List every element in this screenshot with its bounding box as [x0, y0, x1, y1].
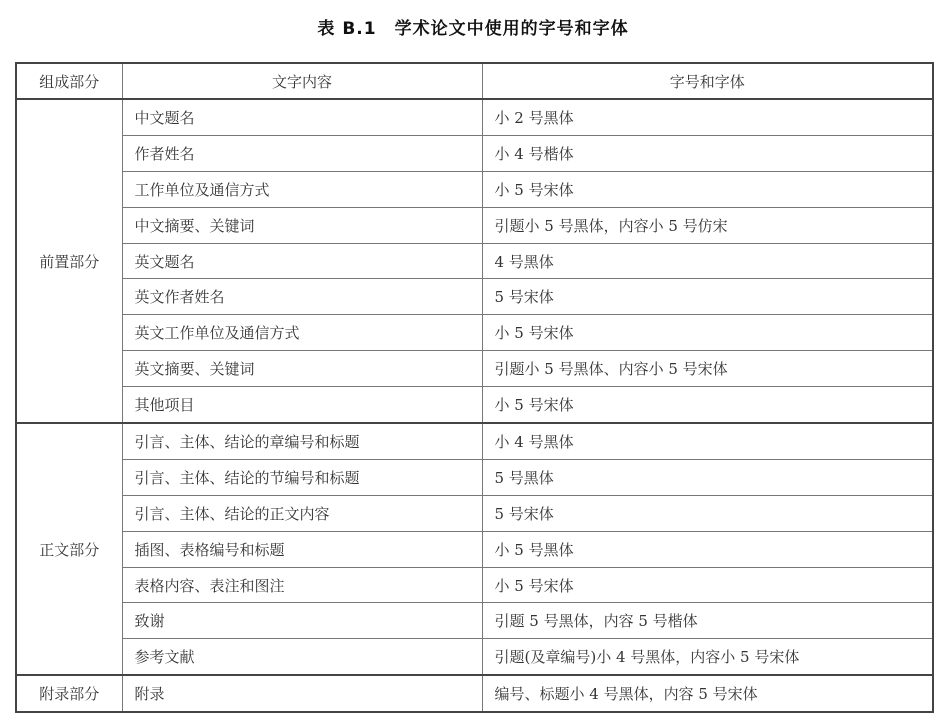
font-cell: 4 号黑体	[482, 243, 933, 279]
font-cell: 小 4 号楷体	[482, 135, 933, 171]
header-section: 组成部分	[16, 63, 122, 99]
font-cell: 编号、标题小 4 号黑体，内容 5 号宋体	[482, 675, 933, 712]
content-cell: 英文工作单位及通信方式	[122, 315, 482, 351]
font-cell: 5 号宋体	[482, 279, 933, 315]
table-caption: 表 B.1 学术论文中使用的字号和字体	[317, 19, 629, 39]
font-cell: 小 5 号黑体	[482, 531, 933, 567]
content-cell: 英文题名	[122, 243, 482, 279]
content-cell: 引言、主体、结论的节编号和标题	[122, 459, 482, 495]
group-cell: 正文部分	[16, 423, 122, 675]
content-cell: 插图、表格编号和标题	[122, 531, 482, 567]
content-cell: 英文摘要、关键词	[122, 351, 482, 387]
header-font: 字号和字体	[482, 63, 933, 99]
content-cell: 表格内容、表注和图注	[122, 567, 482, 603]
content-cell: 作者姓名	[122, 135, 482, 171]
group-cell: 前置部分	[16, 99, 122, 423]
content-cell: 英文作者姓名	[122, 279, 482, 315]
table-row	[16, 171, 933, 207]
content-cell: 致谢	[122, 603, 482, 639]
content-cell: 其他项目	[122, 387, 482, 423]
table-row	[16, 459, 933, 495]
content-cell: 引言、主体、结论的正文内容	[122, 495, 482, 531]
font-cell: 小 5 号宋体	[482, 171, 933, 207]
font-cell: 5 号宋体	[482, 495, 933, 531]
table-row	[16, 567, 933, 603]
font-cell: 小 5 号宋体	[482, 315, 933, 351]
table-row	[16, 351, 933, 387]
font-cell: 引题(及章编号)小 4 号黑体，内容小 5 号宋体	[482, 639, 933, 675]
table-row	[16, 603, 933, 639]
font-cell: 小 2 号黑体	[482, 99, 933, 135]
font-size-table	[15, 62, 934, 713]
table-row	[16, 495, 933, 531]
font-cell: 5 号黑体	[482, 459, 933, 495]
table-row	[16, 387, 933, 423]
group-cell: 附录部分	[16, 675, 122, 712]
table-row	[16, 423, 933, 459]
table-row	[16, 207, 933, 243]
font-cell: 小 4 号黑体	[482, 423, 933, 459]
content-cell: 工作单位及通信方式	[122, 171, 482, 207]
header-content: 文字内容	[122, 63, 482, 99]
font-cell: 引题 5 号黑体，内容 5 号楷体	[482, 603, 933, 639]
table-row	[16, 315, 933, 351]
table-row	[16, 531, 933, 567]
header-row	[16, 63, 933, 99]
content-cell: 中文题名	[122, 99, 482, 135]
font-cell: 引题小 5 号黑体、内容小 5 号宋体	[482, 351, 933, 387]
font-cell: 小 5 号宋体	[482, 387, 933, 423]
table-row	[16, 99, 933, 135]
table-row	[16, 135, 933, 171]
table-row	[16, 279, 933, 315]
font-cell: 小 5 号宋体	[482, 567, 933, 603]
content-cell: 参考文献	[122, 639, 482, 675]
content-cell: 中文摘要、关键词	[122, 207, 482, 243]
content-cell: 附录	[122, 675, 482, 712]
table-row	[16, 243, 933, 279]
content-cell: 引言、主体、结论的章编号和标题	[122, 423, 482, 459]
table-row	[16, 675, 933, 712]
table-row	[16, 639, 933, 675]
font-cell: 引题小 5 号黑体，内容小 5 号仿宋	[482, 207, 933, 243]
